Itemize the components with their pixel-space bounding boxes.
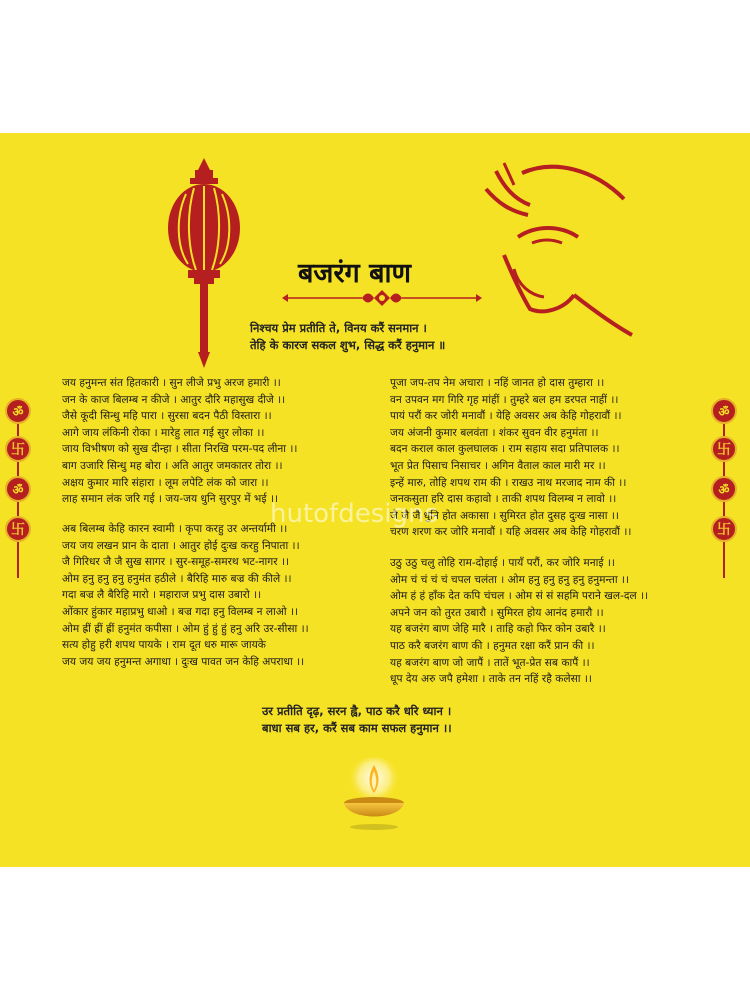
verse-line: वन उपवन मग गिरि गृह मांहीं । तुम्हरे बल हम डरपत नाहीं ।। [390, 393, 619, 406]
verse-line: यह बजरंग बाण जेहि मारै । ताहि कहो फिर कोन उबारै ।। [390, 623, 606, 636]
verse-line: जै जै जै धुनि होत अकासा । सुमिरत होत दुसह दुःख नासा ।। [390, 509, 619, 522]
verse-line: जन के काज बिलम्ब न कीजे । आतुर दौरि महासुख दीजे ।। [62, 393, 286, 406]
verse-line: अब बिलम्ब केहि कारन स्वामी । कृपा करहु उर अन्तर्यामी ।। [62, 523, 288, 535]
verse-line: जैसे कूदी सिन्धु महि पारा । सुरसा बदन पैठी विस्तारा ।। [62, 410, 272, 423]
verse-line: धूप देय अरु जपै हमेशा । ताके तन नहिं रहै कलेसा ।। [390, 673, 592, 686]
verse-line: जनकसुता हरि दास कहावो । ताकी शपथ विलम्ब न लावो ।। [390, 493, 617, 506]
verse-line: जय जय जय हनुमन्त अगाधा । दुःख पावत जन केहि अपराधा ।। [62, 655, 305, 668]
verse-line: पाठ करै बजरंग बाण की । हनुमत रक्षा करैं प्रान की ।। [390, 639, 595, 652]
ornamental-divider [282, 288, 482, 308]
left-decorative-rail [2, 398, 34, 578]
left-verses-block-2 [62, 521, 309, 670]
om-icon: ॐ [711, 476, 737, 502]
verse-line: लाह समान लंक जरि गई । जय-जय धुनि सुरपुर में भई ।। [62, 493, 278, 506]
verse-line: उठु उठु चलु तोहि राम-दोहाई । पायँ परौं, कर जोरि मनाई ।। [390, 557, 615, 569]
verse-line: यह बजरंग बाण जो जापैं । तातें भूत-प्रेत सब कापैं ।। [390, 656, 590, 669]
couplet-line: बाधा सब हर, करैं सब काम सफल हनुमान ।। [262, 720, 452, 735]
verse-line: अक्षय कुमार मारि संहारा । लूम लपेटि लंक को जारा ।। [62, 476, 269, 489]
verse-line: पायं परौं कर जोरी मनावौं । येहि अवसर अब केहि गोहरावौं ।। [390, 410, 622, 423]
verse-line: ओम चं चं चं चं चपल चलंता । ओम हनु हनु हनु हनु हनुमन्ता ।। [390, 573, 629, 586]
right-verses-block-2 [390, 555, 648, 688]
verse-line: जाय विभीषण को सुख दीन्हा । सीता निरखि परम-पद लीना ।। [62, 443, 298, 456]
couplet-line: निश्चय प्रेम प्रतीति ते, विनय करैं सनमान । [250, 321, 427, 335]
verse-line: ओम हं हं हाँक देत कपि चंचल । ओम सं सं सहमि पराने खल-दल ।। [390, 590, 649, 603]
hanuman-face-icon [474, 159, 634, 339]
verse-line: ओंकार हुंकार महाप्रभु धाओ । बज्र गदा हनु विलम्ब न लाओ ।। [62, 605, 298, 618]
om-icon: ॐ [5, 476, 31, 502]
swastika-icon: 卐 [711, 436, 737, 462]
left-verses-block-1 [62, 375, 297, 508]
verse-line: जै गिरिधर जै जै सुख सागर । सुर-समूह-समरथ भट-नागर ।। [62, 556, 289, 569]
verse-line: जय अंजनी कुमार बलवंता । शंकर सुवन वीर हनुमंता ।। [390, 426, 599, 439]
watermark-text: hutofdesigns [270, 499, 439, 529]
bottom-couplet [262, 703, 452, 736]
swastika-icon: 卐 [5, 516, 31, 542]
verse-line: आगे जाय लंकिनी रोका । मारेहु लात गई सुर लोका ।। [62, 426, 265, 439]
diya-lamp-icon [334, 755, 414, 835]
couplet-line: तेहि के कारज सकल शुभ, सिद्ध करैं हनुमान ॥ [250, 337, 446, 352]
verse-line: सत्य होहु हरी शपथ पायके । राम दूत धरु मारू जायके [62, 639, 266, 652]
verse-line: जय हनुमन्त संत हितकारी । सुन लीजे प्रभु अरज हमारी ।। [62, 377, 281, 389]
verse-line: चरण शरण कर जोरि मनावौं । यहि अवसर अब केहि गोहरावौं ।। [390, 526, 632, 539]
verse-line: जय जय लखन प्रान के दाता । आतुर होई दुःख करहु निपाता ।। [62, 539, 300, 552]
swastika-icon: 卐 [711, 516, 737, 542]
right-decorative-rail [708, 398, 740, 578]
verse-line: बाग उजारि सिन्धु मह बोरा । अति आतुर जमकातर तोरा ।। [62, 459, 283, 472]
verse-line: ओम ह्रीं ह्रीं ह्रीं हनुमंत कपीसा । ओम हुं हुं हुं हनु अरि उर-सीसा ।। [62, 622, 309, 635]
verse-line: बदन कराल काल कुलघालक । राम सहाय सदा प्रतिपालक ।। [390, 443, 620, 456]
om-icon: ॐ [5, 398, 31, 424]
couplet-line: उर प्रतीति दृढ़, सरन ह्वै, पाठ करै धरि ध्यान । [262, 704, 452, 718]
swastika-icon: 卐 [5, 436, 31, 462]
top-couplet [250, 320, 445, 353]
verse-line: पूजा जप-तप नेम अचारा । नहिं जानत हो दास तुम्हारा ।। [390, 377, 605, 389]
verse-line: ओम हनु हनु हनु हनुमंत हठीले । बैरिहि मारु बज्र की कीले ।। [62, 572, 292, 585]
verse-line: भूत प्रेत पिसाच निसाचर । अगिन वैताल काल मारी मर ।। [390, 459, 606, 472]
verse-line: इन्हें मारु, तोहि शपथ राम की । राखउ नाथ मरजाद नाम की ।। [390, 476, 627, 489]
mace-icon [160, 156, 248, 371]
verse-line: गदा बज्र लै बैरिहि मारो । महाराज प्रभु दास उबारो ।। [62, 589, 262, 602]
om-icon: ॐ [711, 398, 737, 424]
page-title: बजरंग बाण [298, 258, 412, 289]
verse-line: अपने जन को तुरत उबारौ । सुमिरत होय आनंद हमारौ ।। [390, 606, 604, 619]
bajrang-baan-poster [0, 133, 750, 867]
